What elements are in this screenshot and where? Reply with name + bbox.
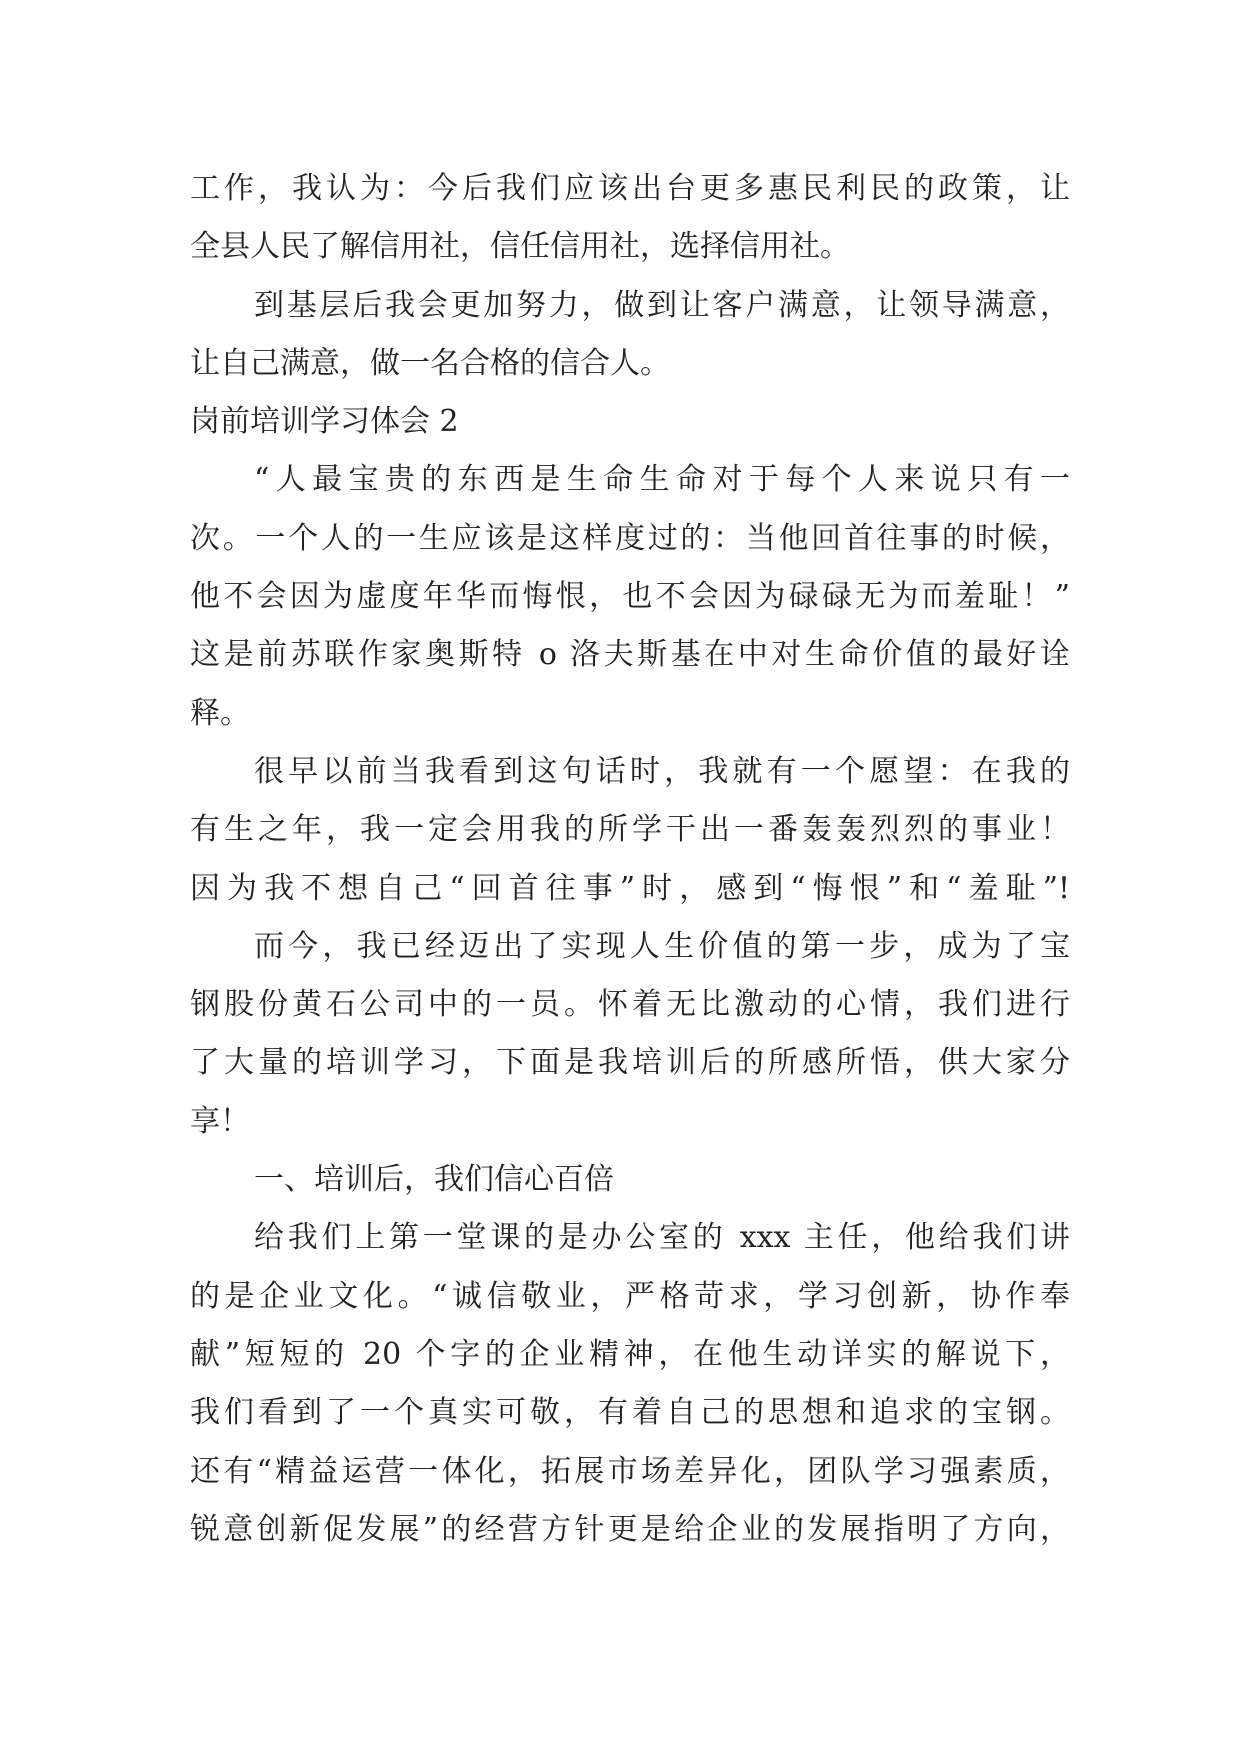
text-line: 全县人民了解信用社，信任信用社，选择信用社。 xyxy=(190,229,850,265)
text-line: 锐意创新促发展”的经营方针更是给企业的发展指明了方向， xyxy=(190,1511,1070,1547)
text-line: 钢股份黄石公司中的一员。怀着无比激动的心情，我们进行 xyxy=(190,987,1070,1023)
text-line: 献”短短的 20 个字的企业精神，在他生动详实的解说下， xyxy=(190,1336,1070,1372)
text-line: 还有“精益运营一体化，拓展市场差异化，团队学习强素质， xyxy=(190,1453,1070,1489)
text-line: 这是前苏联作家奥斯特 o 洛夫斯基在中对生命价值的最好诠 xyxy=(190,637,1070,673)
text-line: 有生之年，我一定会用我的所学干出一番轰轰烈烈的事业！ xyxy=(190,812,1070,848)
text-line: 到基层后我会更加努力，做到让客户满意，让领导满意， xyxy=(254,287,1070,323)
text-line: 他不会因为虚度年华而悔恨，也不会因为碌碌无为而羞耻！” xyxy=(190,579,1070,615)
text-line: 享！ xyxy=(190,1103,250,1139)
document-body xyxy=(190,160,1070,1559)
text-line: 因为我不想自己“回首往事”时，感到“悔恨”和“羞耻”! xyxy=(190,870,1070,906)
subsection-heading: 一、培训后，我们信心百倍 xyxy=(254,1162,614,1198)
text-line: 给我们上第一堂课的是办公室的 xxx 主任，他给我们讲 xyxy=(254,1220,1070,1256)
text-line: 我们看到了一个真实可敬，有着自己的思想和追求的宝钢。 xyxy=(190,1395,1070,1431)
text-line: 工作，我认为：今后我们应该出台更多惠民利民的政策，让 xyxy=(190,171,1070,206)
text-line: 次。一个人的一生应该是这样度过的：当他回首往事的时候， xyxy=(190,520,1070,556)
text-line: “人最宝贵的东西是生命生命对于每个人来说只有一 xyxy=(254,462,1070,498)
text-line: 的是企业文化。“诚信敬业，严格苛求，学习创新，协作奉 xyxy=(190,1278,1070,1314)
section-heading: 岗前培训学习体会 2 xyxy=(190,404,459,440)
text-line: 而今，我已经迈出了实现人生价值的第一步，成为了宝 xyxy=(254,928,1070,964)
text-line: 了大量的培训学习，下面是我培训后的所感所悟，供大家分 xyxy=(190,1045,1070,1081)
text-line: 很早以前当我看到这句话时，我就有一个愿望：在我的 xyxy=(254,753,1070,789)
text-line: 释。 xyxy=(190,695,250,731)
text-line: 让自己满意，做一名合格的信合人。 xyxy=(190,345,670,381)
